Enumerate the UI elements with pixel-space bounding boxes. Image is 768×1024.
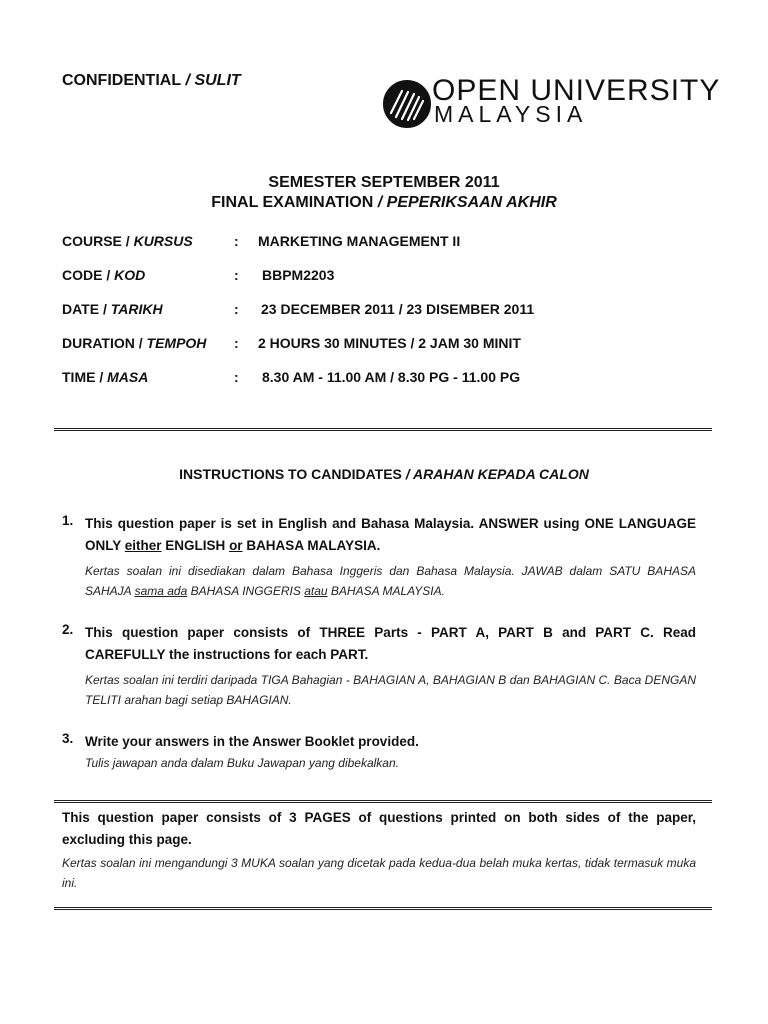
confidential-separator: / [181,72,195,89]
info-label-en: TIME [62,369,96,385]
info-label-en: COURSE [62,233,122,249]
pages-note-en: This question paper consists of 3 PAGES of questions printed on both sides of the paper, excluding this page. [62,810,696,847]
info-label-separator: / [134,335,147,351]
text-underlined: or [229,538,243,553]
info-label-ms: TARIKH [110,301,163,317]
semester-title: SEMESTER SEPTEMBER 2011 [268,174,500,191]
info-label-ms: TEMPOH [146,335,207,351]
confidential-en: CONFIDENTIAL [62,72,182,89]
instruction-number: 1. [62,513,74,528]
logo-text-line1: OPEN UNIVERSITY [432,74,721,107]
info-label-ms: MASA [107,369,149,385]
info-row-date [62,301,712,321]
instruction-number: 3. [62,731,74,746]
info-colon: : [234,301,239,317]
instruction-text-en [85,513,696,557]
text-part: Kertas soalan ini disediakan dalam Bahasa Inggeris dan Bahasa Malaysia. JAWAB dalam SATU BAHASA SAHAJA [85,564,696,598]
pages-note [62,807,696,893]
info-label-separator: / [102,267,115,283]
divider-line [54,800,712,803]
divider-line [54,907,712,910]
info-label-separator: / [99,301,111,317]
text-part: BAHASA MALAYSIA. [242,538,381,553]
exam-title [0,194,768,212]
instruction-item-1 [62,513,696,601]
divider-line [54,428,712,431]
text-part: BAHASA MALAYSIA. [327,584,445,598]
info-colon: : [234,335,239,351]
instruction-item-2 [62,622,696,710]
instructions-heading-separator: / [401,466,414,482]
instruction-item-3 [62,731,696,773]
instruction-text-ms [85,561,696,601]
university-logo [382,74,721,132]
info-row-time [62,369,712,389]
info-label [62,369,148,385]
pages-note-ms: Kertas soalan ini mengandungi 3 MUKA soalan yang dicetak pada kedua-dua belah muka kertas, tidak termasuk muka ini. [62,856,696,890]
confidential-ms: SULIT [194,72,241,89]
instruction-text-en: Write your answers in the Answer Booklet provided. [85,734,419,749]
info-label-ms: KOD [114,267,146,283]
exam-title-separator: / [373,194,387,211]
text-underlined: sama ada [134,584,188,598]
info-label-en: DATE [62,301,100,317]
instructions-heading [0,466,768,482]
logo-text-line2: MALAYSIA [434,101,588,127]
exam-title-ms: PEPERIKSAAN AKHIR [386,194,557,211]
info-label-separator: / [95,369,108,385]
info-value: 8.30 AM - 11.00 AM / 8.30 PG - 11.00 PG [262,369,521,385]
info-label-ms: KURSUS [133,233,193,249]
info-value: 2 HOURS 30 MINUTES / 2 JAM 30 MINIT [258,335,521,351]
university-emblem-icon [382,79,432,129]
text-underlined: atau [304,584,328,598]
info-value: BBPM2203 [262,267,335,283]
info-colon: : [234,233,239,249]
info-label [62,267,145,283]
info-row-course [62,233,712,253]
text-part: ENGLISH [161,538,230,553]
info-value: 23 DECEMBER 2011 / 23 DISEMBER 2011 [261,301,535,317]
instruction-number: 2. [62,622,74,637]
info-label-en: CODE [62,267,103,283]
info-row-duration [62,335,712,355]
instruction-text-en: This question paper consists of THREE Parts - PART A, PART B and PART C. Read CAREFULLY the instructions for each PART. [85,625,696,662]
info-label-separator: / [121,233,134,249]
text-part: This question paper is set in English and Bahasa Malaysia. ANSWER using ONE LANGUAGE ONLY [85,516,696,553]
instructions-heading-ms: ARAHAN KEPADA CALON [413,466,589,482]
instructions-heading-en: INSTRUCTIONS TO CANDIDATES [179,466,402,482]
instruction-text-ms: Tulis jawapan anda dalam Buku Jawapan yang dibekalkan. [85,756,399,770]
instruction-text-ms: Kertas soalan ini terdiri daripada TIGA Bahagian - BAHAGIAN A, BAHAGIAN B dan BAHAGIAN C. Baca DENGAN TELITI arahan bagi setiap BAHAGIAN. [85,673,696,707]
info-label-en: DURATION [62,335,135,351]
info-row-code [62,267,712,287]
text-underlined: either [124,538,162,553]
text-part: BAHASA INGGERIS [187,584,305,598]
info-label [62,301,163,317]
info-colon: : [234,267,239,283]
info-value: MARKETING MANAGEMENT II [258,233,461,249]
exam-title-en: FINAL EXAMINATION [211,194,374,211]
info-colon: : [234,369,239,385]
confidential-label [62,72,241,90]
info-label [62,233,193,249]
info-label [62,335,206,351]
